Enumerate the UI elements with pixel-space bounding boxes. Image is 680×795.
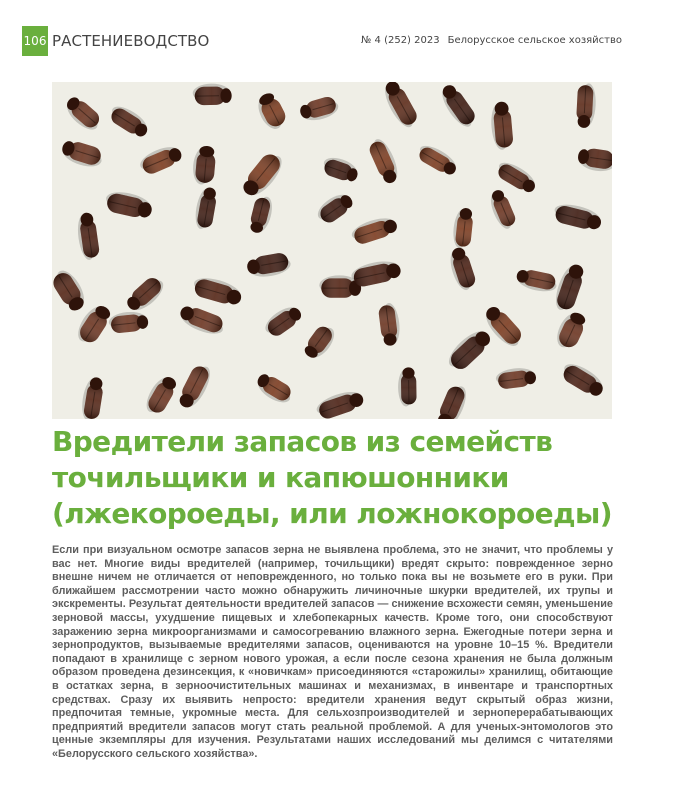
beetle: [137, 142, 184, 177]
beetle: [415, 141, 460, 178]
beetle: [301, 322, 339, 363]
beetle: [246, 251, 292, 279]
issue-number: № 4 (252) 2023: [360, 35, 440, 46]
beetle: [446, 246, 478, 293]
beetle: [52, 266, 90, 314]
beetle: [80, 376, 105, 419]
beetle: [349, 214, 399, 247]
beetle: [515, 267, 559, 294]
beetle: [177, 303, 227, 338]
beetle: [494, 158, 540, 196]
beetle: [576, 147, 612, 174]
beetle: [176, 362, 215, 412]
article-lead: Если при визуальном осмотре запасов зерна не выявлена проблема, это не значит, что проблемы у вас нет. Многие виды вредителей (например, точильщики) вредят скрыто: поврежденное зерно внешне ничем не отличается от неповрежденного, но только пока вы не возьмете его в руки. При ближайшем рассмотрении часто можно обнаружить личиночные шкурки вредителей, их трупы и экскременты. Результат деятельности вредителей запасов — снижение всхожести семян, уменьшение зерновой массы, ухудшение пищевых и хлебопекарных качеств. Кроме того, они способствуют заражению зерна микроорганизмами и самосогреванию влажного зерна. Ежегодные потери зерна и зернопродуктов, вызываемые вредителями запасов, оцениваются на уровне 10–15 %. Вредители попадают в хранилище с зерном нового урожая, а если после сезона хранения не была должным образом проведена дезинсекция, к «новичкам» присоединяются «старожилы» хранилищ, обитающие в остатках зерна, в зерноочистительных машинах и механизмах, в инвентаре и транспортных средствах. Сразу их выявить непросто: вредители хранения ведут скрытый образ жизни, предпочитая темные, укромные места. Для сельхозпроизводителей и зерноперерабатывающих предприятий вредители запасов могут стать реальной проблемой. А для ученых-энтомологов это ценные экземпляры для изучения. Результатами наших исследований мы делимся с читателями «Белорусского сельского хозяйства».: [52, 544, 613, 760]
beetle: [350, 257, 403, 288]
page-header: [0, 26, 680, 56]
beetle: [314, 189, 356, 227]
beetle: [193, 83, 232, 105]
beetles-illustration: [52, 82, 612, 419]
beetle: [192, 145, 217, 186]
beetle: [559, 359, 608, 400]
beetle: [320, 154, 360, 184]
beetle: [75, 212, 100, 261]
beetle: [108, 310, 149, 334]
beetle: [253, 371, 295, 407]
beetle: [253, 90, 290, 133]
beetle: [552, 201, 604, 233]
article-title: Вредители запасов из семейств точильщики и капюшонники (лжекороеды, или ложнокороеды): [52, 425, 612, 530]
beetle: [576, 83, 597, 129]
beetle: [436, 82, 479, 131]
beetle: [191, 274, 244, 308]
beetle: [107, 102, 152, 140]
beetle: [486, 188, 518, 232]
beetle: [366, 136, 402, 186]
beetle: [142, 372, 180, 417]
beetle: [551, 261, 587, 313]
beetle: [193, 186, 218, 231]
beetle: [123, 273, 167, 316]
beetle: [261, 302, 304, 341]
beetle: [378, 302, 402, 346]
beetle: [103, 188, 154, 220]
beetle: [61, 94, 104, 135]
beetle: [552, 308, 588, 352]
beetle: [379, 82, 421, 131]
beetle: [398, 367, 417, 406]
beetle: [434, 382, 470, 419]
beetle: [239, 149, 287, 201]
beetle: [248, 194, 275, 235]
beetle: [495, 366, 537, 390]
beetle: [59, 138, 105, 171]
journal-name: Белорусское сельское хозяйство: [447, 35, 622, 46]
beetle: [298, 94, 340, 124]
beetle: [314, 387, 366, 419]
beetle: [444, 325, 495, 374]
issue-info: [353, 35, 622, 46]
beetles-photo: [52, 82, 612, 419]
page-number: 106: [22, 26, 48, 56]
beetle: [452, 207, 475, 249]
beetle: [489, 101, 513, 151]
section-title: РАСТЕНИЕВОДСТВО: [52, 32, 210, 50]
